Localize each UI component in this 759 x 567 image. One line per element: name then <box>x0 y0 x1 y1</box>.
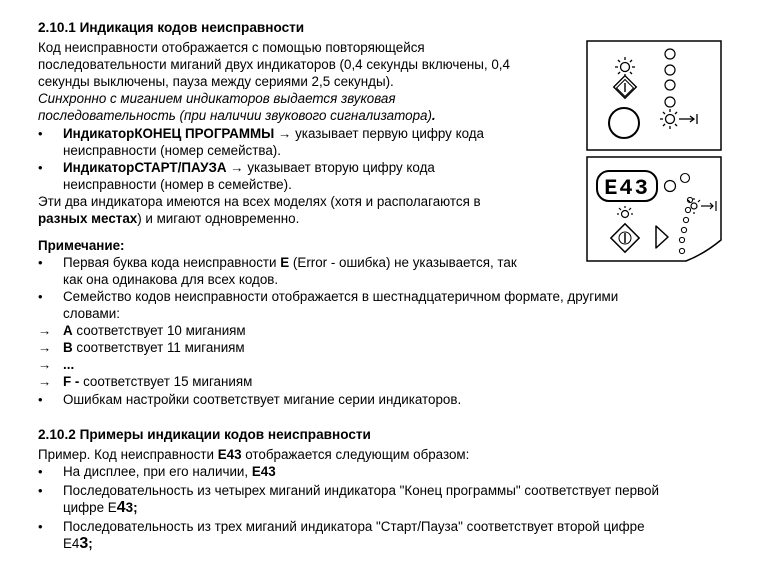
paragraph-line: Код неисправности отображается с помощью повторяющейся <box>38 40 425 55</box>
example-intro <box>38 446 469 463</box>
big-digit: 4 <box>116 499 126 516</box>
plain-text: ) и мигают одновременно. <box>137 211 300 226</box>
arrow-bullet: → <box>38 357 52 372</box>
bold-text: E43 <box>251 464 276 479</box>
bullet-dot: • <box>38 160 43 175</box>
bold-text: разных местах <box>38 211 138 226</box>
bullet-dot: • <box>38 392 43 407</box>
paragraph-line: Эти два индикатора имеются на всех моделях (хотя и располагаются в <box>38 194 481 209</box>
plain-text: соответствует 15 миганиям <box>79 374 253 389</box>
power-button-icon <box>609 108 639 138</box>
arrow-bullet: → <box>38 323 52 338</box>
bullet-continuation: неисправности (номер в семействе). <box>63 177 292 192</box>
bold-text: 3; <box>125 500 138 515</box>
arrow-bullet: → <box>38 374 52 389</box>
bold-text: A <box>63 323 73 338</box>
bullet-continuation <box>63 535 93 552</box>
bold-text: ; <box>88 536 93 551</box>
paragraph-line: секунды выключены, пауза между сериями 2,5 секунды). <box>38 74 394 89</box>
bold-text: B <box>63 340 73 355</box>
bullet-dot: • <box>38 255 43 270</box>
control-panel-figure <box>586 40 722 288</box>
bullet-dot: • <box>38 126 43 141</box>
bullet-indicator-start <box>63 159 435 176</box>
example-bullet-3: Последовательность из трех миганий индикатора "Старт/Пауза" соответствует второй цифре <box>63 519 645 534</box>
bullet-continuation: словами: <box>63 306 120 321</box>
bullet-dot: • <box>38 519 43 534</box>
start-pause-icon <box>614 76 637 99</box>
note-bullet-2: Семейство кодов неисправности отображается в шестнадцатеричном формате, другими <box>63 289 619 304</box>
arrow-item-a <box>63 322 246 339</box>
bullet-continuation: неисправности (номер семейства). <box>63 143 281 158</box>
section-heading-2-10-1: 2.10.1 Индикация кодов неисправности <box>38 20 305 35</box>
plain-text: Е4 <box>63 536 80 551</box>
bullet-continuation <box>63 499 138 516</box>
section-heading-2-10-2: 2.10.2 Примеры индикации кодов неисправности <box>38 427 371 442</box>
indicator-start-text: → указывает вторую цифру кода <box>226 160 435 175</box>
plain-text: отображается следующим образом: <box>241 447 470 462</box>
plain-text: (Error - ошибка) не указывается, так <box>289 255 517 270</box>
indicator-leds-icon <box>665 49 675 107</box>
blinking-led-icon <box>615 57 635 77</box>
panel-illustration <box>586 40 722 288</box>
bullet-dot: • <box>38 483 43 498</box>
plain-text: соответствует 11 миганиям <box>72 340 245 355</box>
bullet-indicator-end <box>63 125 484 142</box>
indicator-start-label: ИндикаторСТАРТ/ПАУЗА <box>63 160 227 175</box>
led-icon <box>681 174 690 183</box>
bullet-dot: • <box>38 289 43 304</box>
plain-text: Пример. Код неисправности <box>38 447 218 462</box>
top-panel-frame <box>587 41 721 150</box>
bold-text: F - <box>63 374 80 389</box>
arrow-item-ellipsis: ... <box>63 357 75 372</box>
plain-text: Первая буква кода неисправности <box>63 255 281 270</box>
italic-line <box>38 107 436 124</box>
plain-text: На дисплее, при его наличии, <box>63 464 252 479</box>
arrow-item-b <box>63 339 245 356</box>
paragraph-line <box>38 210 299 227</box>
italic-line: Синхронно с миганием индикаторов выдается звуковая <box>38 91 396 106</box>
indicator-end-text: → указывает первую цифру кода <box>274 126 484 141</box>
plain-text: цифре Е <box>63 500 117 515</box>
bullet-continuation: как она одинакова для всех кодов. <box>63 272 279 287</box>
note-label: Примечание: <box>38 238 125 253</box>
note-bullet-3: Ошибкам настройки соответствует мигание серии индикаторов. <box>63 392 462 407</box>
paragraph-line: последовательности миганий двух индикаторов (0,4 секунды включены, 0,4 <box>38 57 510 72</box>
note-bullet-1 <box>63 254 517 271</box>
end-program-led-icon <box>660 109 697 129</box>
example-bullet-2: Последовательность из четырех миганий индикатора "Конец программы" соответствует первой <box>63 483 659 498</box>
bullet-dot: • <box>38 464 43 479</box>
display-text: E43 <box>604 176 650 201</box>
arrow-item-f <box>63 373 252 390</box>
italic-text: последовательность (при наличии звукового сигнализатора) <box>38 108 432 123</box>
italic-period: . <box>431 108 436 123</box>
example-bullet-1 <box>63 463 276 480</box>
big-digit: 3 <box>79 535 89 552</box>
indicator-end-label: ИндикаторКОНЕЦ ПРОГРАММЫ <box>63 126 275 141</box>
led-icon <box>665 181 676 192</box>
arrow-bullet: → <box>38 340 52 355</box>
bold-text: E <box>280 255 290 270</box>
bold-text: E43 <box>217 447 242 462</box>
plain-text: соответствует 10 миганиям <box>72 323 246 338</box>
